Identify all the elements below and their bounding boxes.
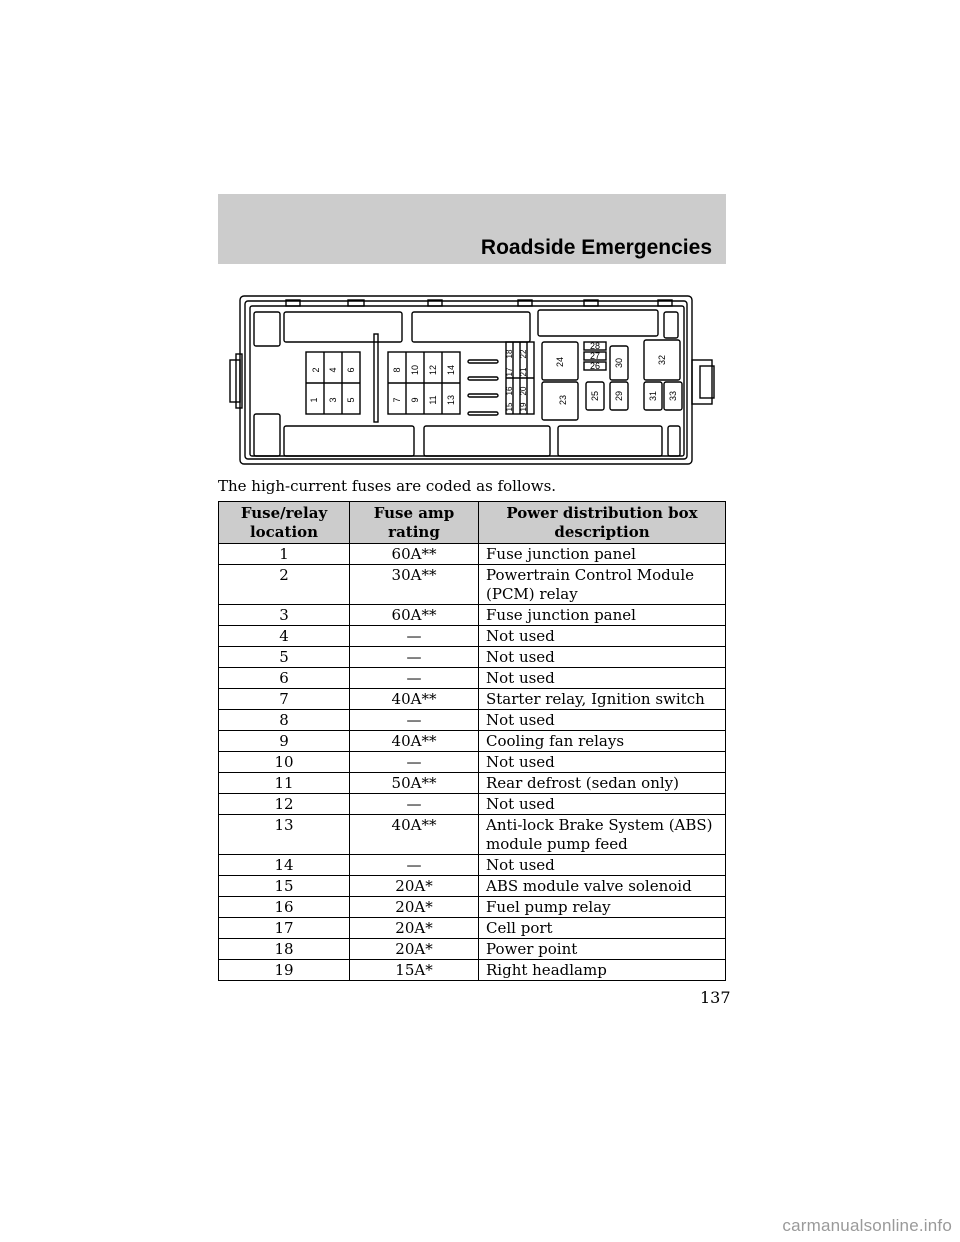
cell-rating: 50A**	[350, 773, 479, 794]
cell-description: Rear defrost (sedan only)	[479, 773, 726, 794]
table-row	[219, 731, 726, 752]
cell-rating: —	[350, 647, 479, 668]
cell-rating: —	[350, 626, 479, 647]
table-row	[219, 668, 726, 689]
table-row	[219, 773, 726, 794]
cell-description: Fuse junction panel	[479, 544, 726, 565]
cell-location: 18	[219, 939, 350, 960]
table-row	[219, 815, 726, 855]
relay-label-32: 32	[657, 354, 667, 366]
cell-location: 5	[219, 647, 350, 668]
table-row	[219, 876, 726, 897]
cell-description: Right headlamp	[479, 960, 726, 981]
cell-location: 2	[219, 565, 350, 605]
intro-text: The high-current fuses are coded as follows.	[218, 477, 557, 495]
table-row	[219, 544, 726, 565]
fuse-label-14: 14	[446, 364, 456, 376]
cell-location: 12	[219, 794, 350, 815]
fuse-label-28: 28	[589, 341, 601, 351]
cell-description: Not used	[479, 752, 726, 773]
cell-description: Anti-lock Brake System (ABS) module pump feed	[479, 815, 726, 855]
fuse-label-22: 22	[519, 349, 528, 359]
fuse-label-10: 10	[410, 364, 420, 376]
cell-description: Not used	[479, 710, 726, 731]
fuse-label-4: 4	[328, 367, 338, 373]
cell-rating: 40A**	[350, 731, 479, 752]
table-row	[219, 939, 726, 960]
fuse-label-9: 9	[410, 397, 420, 403]
cell-location: 17	[219, 918, 350, 939]
cell-description: Starter relay, Ignition switch	[479, 689, 726, 710]
fuse-label-12: 12	[428, 364, 438, 376]
fuse-label-11: 11	[428, 395, 438, 405]
table-row	[219, 647, 726, 668]
fuse-label-18: 18	[505, 349, 514, 359]
table-row	[219, 960, 726, 981]
fuse-label-5: 5	[346, 397, 356, 403]
cell-rating: 20A*	[350, 897, 479, 918]
relay-label-23: 23	[558, 394, 568, 406]
cell-rating: —	[350, 855, 479, 876]
section-header-bar	[218, 194, 726, 264]
cell-rating: 60A**	[350, 605, 479, 626]
cell-location: 8	[219, 710, 350, 731]
fuse-label-19: 19	[519, 402, 528, 412]
cell-rating: 20A*	[350, 939, 479, 960]
fuse-label-17: 17	[505, 367, 514, 377]
relay-label-24: 24	[555, 356, 565, 368]
table-row	[219, 752, 726, 773]
page-number: 137	[700, 988, 731, 1007]
fuse-label-1: 1	[309, 397, 319, 403]
cell-location: 4	[219, 626, 350, 647]
fuse-label-26: 26	[589, 361, 601, 371]
fuse-label-33: 33	[668, 390, 678, 402]
fuse-label-15: 15	[505, 402, 514, 412]
fuse-label-31: 31	[648, 390, 658, 402]
cell-description: Not used	[479, 855, 726, 876]
power-distribution-box-diagram	[228, 290, 720, 468]
cell-description: Cell port	[479, 918, 726, 939]
cell-location: 1	[219, 544, 350, 565]
table-row	[219, 710, 726, 731]
fuse-label-6: 6	[346, 367, 356, 373]
cell-rating: 20A*	[350, 918, 479, 939]
fuse-label-8: 8	[392, 367, 402, 373]
cell-location: 3	[219, 605, 350, 626]
table-row	[219, 855, 726, 876]
watermark: carmanualsonline.info	[782, 1216, 952, 1235]
header-rating: Fuse amp rating	[350, 502, 479, 544]
cell-description: Not used	[479, 668, 726, 689]
cell-description: Not used	[479, 626, 726, 647]
cell-description: ABS module valve solenoid	[479, 876, 726, 897]
fuse-label-3: 3	[328, 397, 338, 403]
header-description: Power distribution box description	[479, 502, 726, 544]
cell-rating: 40A**	[350, 689, 479, 710]
fuse-label-25: 25	[590, 390, 600, 402]
cell-location: 6	[219, 668, 350, 689]
table-row	[219, 918, 726, 939]
cell-rating: —	[350, 668, 479, 689]
cell-rating: 60A**	[350, 544, 479, 565]
fuse-label-29: 29	[614, 390, 624, 402]
cell-description: Fuse junction panel	[479, 605, 726, 626]
cell-rating: 40A**	[350, 815, 479, 855]
table-header-row	[219, 502, 726, 544]
cell-rating: 20A*	[350, 876, 479, 897]
fuse-label-30: 30	[614, 357, 624, 369]
table-row	[219, 565, 726, 605]
cell-rating: —	[350, 710, 479, 731]
cell-location: 9	[219, 731, 350, 752]
section-title: Roadside Emergencies	[480, 236, 712, 259]
fuse-label-7: 7	[392, 397, 402, 403]
fuse-label-2: 2	[311, 367, 321, 373]
cell-description: Powertrain Control Module (PCM) relay	[479, 565, 726, 605]
cell-description: Power point	[479, 939, 726, 960]
cell-location: 14	[219, 855, 350, 876]
cell-location: 13	[219, 815, 350, 855]
cell-location: 15	[219, 876, 350, 897]
fuse-label-20: 20	[519, 386, 528, 396]
cell-description: Fuel pump relay	[479, 897, 726, 918]
cell-rating: 15A*	[350, 960, 479, 981]
cell-description: Not used	[479, 647, 726, 668]
cell-location: 16	[219, 897, 350, 918]
cell-location: 10	[219, 752, 350, 773]
table-row	[219, 794, 726, 815]
cell-rating: —	[350, 752, 479, 773]
cell-location: 7	[219, 689, 350, 710]
fuse-label-16: 16	[505, 386, 514, 396]
header-location: Fuse/relay location	[219, 502, 350, 544]
fuse-label-13: 13	[446, 394, 456, 406]
cell-description: Not used	[479, 794, 726, 815]
table-row	[219, 605, 726, 626]
fuse-label-21: 21	[519, 367, 528, 377]
fuse-label-27: 27	[589, 351, 601, 361]
cell-location: 11	[219, 773, 350, 794]
cell-description: Cooling fan relays	[479, 731, 726, 752]
table-row	[219, 689, 726, 710]
cell-location: 19	[219, 960, 350, 981]
table-row	[219, 897, 726, 918]
cell-rating: —	[350, 794, 479, 815]
table-row	[219, 626, 726, 647]
fuse-table	[218, 501, 726, 981]
cell-rating: 30A**	[350, 565, 479, 605]
